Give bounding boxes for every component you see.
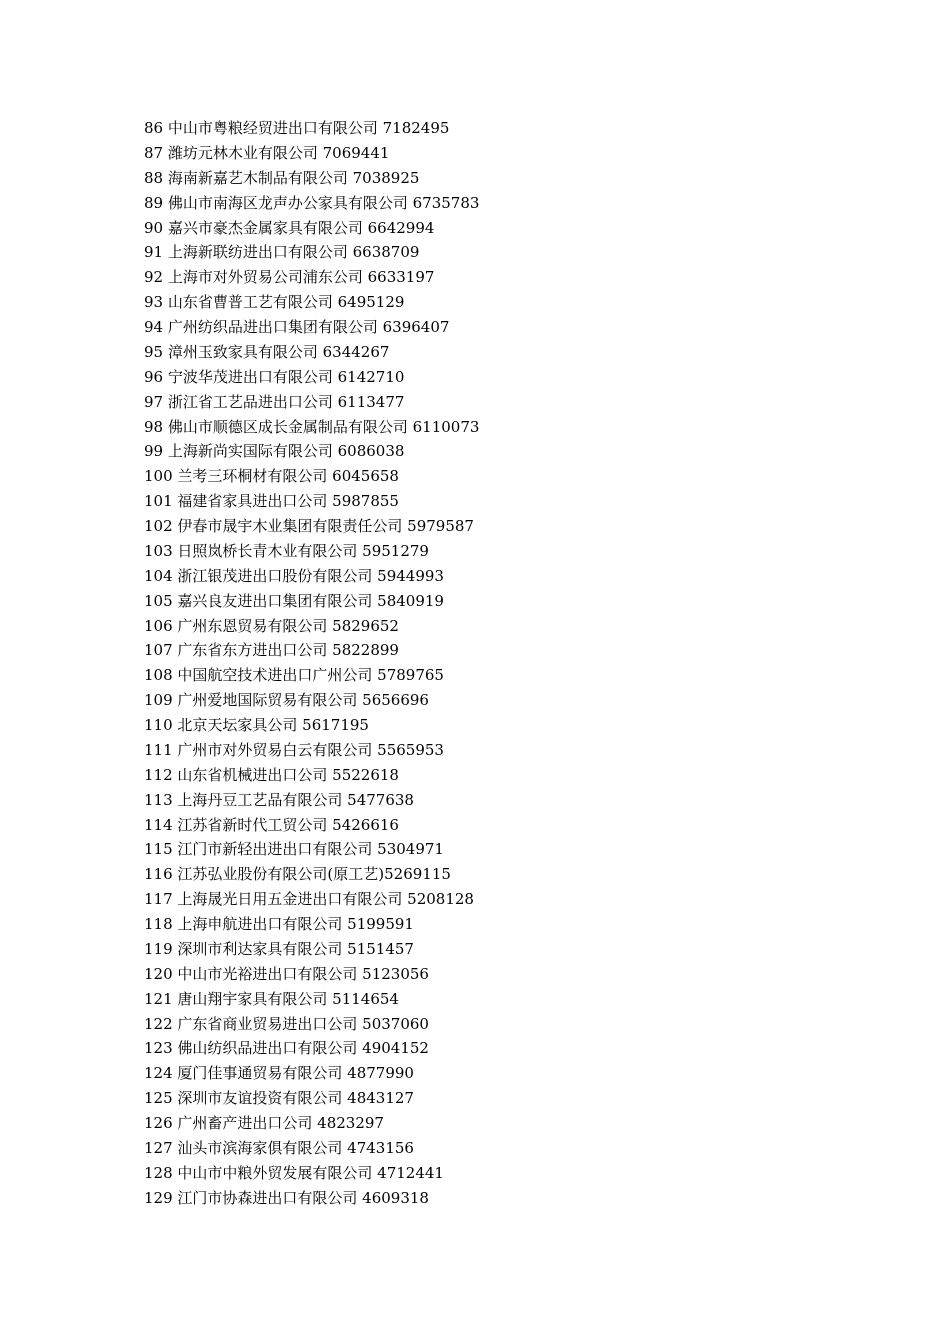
list-item: 125 深圳市友谊投资有限公司 4843127 bbox=[144, 1089, 414, 1108]
list-item: 92 上海市对外贸易公司浦东公司 6633197 bbox=[144, 268, 435, 287]
list-item: 127 汕头市滨海家俱有限公司 4743156 bbox=[144, 1138, 414, 1157]
list-item: 87 潍坊元林木业有限公司 7069441 bbox=[144, 143, 390, 162]
list-item: 126 广州畜产进出口公司 4823297 bbox=[144, 1114, 384, 1132]
list-item: 129 江门市协森进出口有限公司 4609318 bbox=[144, 1188, 429, 1207]
list-item: 121 唐山翔宇家具有限公司 5114654 bbox=[144, 989, 399, 1008]
list-item: 114 江苏省新时代工贸公司 5426616 bbox=[144, 815, 399, 834]
list-item: 88 海南新嘉艺木制品有限公司 7038925 bbox=[144, 168, 420, 187]
list-item: 89 佛山市南海区龙声办公家具有限公司 6735783 bbox=[144, 193, 480, 212]
list-item: 122 广东省商业贸易进出口公司 5037060 bbox=[144, 1014, 429, 1033]
list-item: 106 广州东恩贸易有限公司 5829652 bbox=[144, 616, 399, 635]
list-item: 86 中山市粤粮经贸进出口有限公司 7182495 bbox=[144, 119, 450, 137]
list-item: 101 福建省家具进出口公司 5987855 bbox=[144, 492, 399, 511]
list-item: 90 嘉兴市豪杰金属家具有限公司 6642994 bbox=[144, 218, 435, 237]
list-item: 94 广州纺织品进出口集团有限公司 6396407 bbox=[144, 318, 450, 336]
list-item: 108 中国航空技术进出口广州公司 5789765 bbox=[144, 666, 444, 685]
list-item: 91 上海新联纺进出口有限公司 6638709 bbox=[144, 243, 420, 262]
list-item: 95 漳州玉致家具有限公司 6344267 bbox=[144, 342, 390, 361]
list-item: 104 浙江银茂进出口股份有限公司 5944993 bbox=[144, 566, 444, 585]
list-item: 119 深圳市利达家具有限公司 5151457 bbox=[144, 939, 414, 958]
list-item: 99 上海新尚实国际有限公司 6086038 bbox=[144, 442, 405, 461]
list-item: 124 厦门佳事通贸易有限公司 4877990 bbox=[144, 1064, 414, 1083]
company-list bbox=[144, 116, 479, 1211]
list-item: 105 嘉兴良友进出口集团有限公司 5840919 bbox=[144, 591, 444, 610]
list-item: 109 广州爱地国际贸易有限公司 5656696 bbox=[144, 691, 429, 710]
list-item: 123 佛山纺织品进出口有限公司 4904152 bbox=[144, 1039, 429, 1058]
list-item: 117 上海晟光日用五金进出口有限公司 5208128 bbox=[144, 890, 474, 909]
list-item: 111 广州市对外贸易白云有限公司 5565953 bbox=[144, 740, 444, 759]
list-item: 120 中山市光裕进出口有限公司 5123056 bbox=[144, 964, 429, 983]
list-item: 113 上海丹豆工艺品有限公司 5477638 bbox=[144, 790, 414, 809]
list-item: 98 佛山市顺德区成长金属制品有限公司 6110073 bbox=[144, 417, 480, 436]
list-item: 118 上海申航进出口有限公司 5199591 bbox=[144, 915, 414, 933]
list-item: 103 日照岚桥长青木业有限公司 5951279 bbox=[144, 541, 429, 560]
list-item: 97 浙江省工艺品进出口公司 6113477 bbox=[144, 392, 405, 411]
list-item: 96 宁波华茂进出口有限公司 6142710 bbox=[144, 367, 405, 386]
list-item: 110 北京天坛家具公司 5617195 bbox=[144, 716, 369, 734]
list-item: 128 中山市中粮外贸发展有限公司 4712441 bbox=[144, 1163, 444, 1182]
list-item: 100 兰考三环桐材有限公司 6045658 bbox=[144, 467, 399, 486]
list-item: 102 伊春市晟宇木业集团有限责任公司 5979587 bbox=[144, 517, 474, 535]
list-item: 93 山东省曹普工艺有限公司 6495129 bbox=[144, 293, 405, 312]
list-item: 115 江门市新轻出进出口有限公司 5304971 bbox=[144, 840, 444, 859]
list-item: 112 山东省机械进出口公司 5522618 bbox=[144, 765, 399, 784]
list-item: 107 广东省东方进出口公司 5822899 bbox=[144, 641, 399, 660]
list-item: 116 江苏弘业股份有限公司(原工艺)5269115 bbox=[144, 865, 451, 884]
